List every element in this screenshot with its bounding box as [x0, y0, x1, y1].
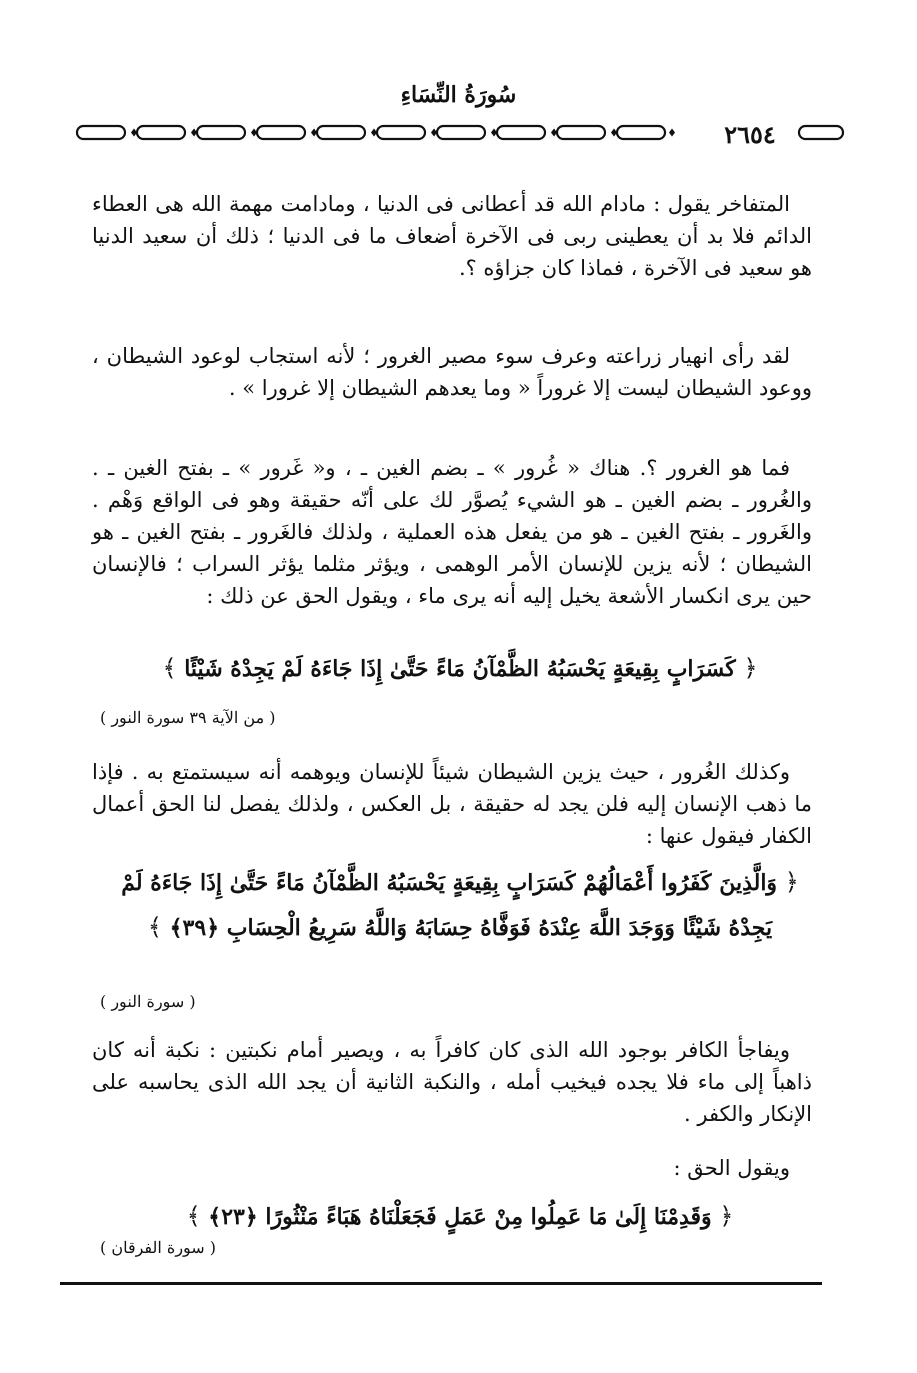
- verse-close-bracket: ﴾: [147, 913, 162, 941]
- paragraph-6: ويقول الحق :: [673, 1156, 790, 1180]
- quran-verse-1: [110, 648, 810, 689]
- paragraph-2: لقد رأى انهيار زراعته وعرف سوء مصير الغرور ؛ لأنه استجاب لوعود الشيطان ، ووعود الشيطان ليست إلا غروراً « وما يعدهم الشيطان إلا غرورا » .: [92, 344, 812, 400]
- verse-2-line-2: [110, 907, 810, 948]
- verse-open-bracket: ﴿: [719, 1202, 734, 1230]
- verse-3-text: وَقَدِمْنَا إِلَىٰ مَا عَمِلُوا مِنْ عَمَلٍ فَجَعَلْنَاهُ هَبَاءً مَنْثُورًا ﴿٢٣﴾: [208, 1204, 712, 1230]
- verse-2-line-1-text: وَالَّذِينَ كَفَرُوا أَعْمَالُهُمْ كَسَرَابٍ بِقِيعَةٍ يَحْسَبُهُ الظَّمْآنُ مَاءً حَتَّىٰ إِذَا جَاءَهُ لَمْ: [121, 870, 778, 896]
- paragraph-4: وكذلك الغُرور ، حيث يزين الشيطان شيئاً للإنسان ويوهمه أنه سيستمتع به . فإذا ما ذهب الإنسان إليه فلن يجد له حقيقة ، بل العكس ، ولذلك يفصل لنا الحق أعمال الكفار فيقول عنها :: [92, 760, 812, 848]
- verse-2-line-1: [110, 862, 810, 903]
- verse-1-reference: ( من الآية ٣٩ سورة النور ): [100, 708, 276, 727]
- verse-2-line-2-text: يَجِدْهُ شَيْئًا وَوَجَدَ اللَّهَ عِنْدَهُ فَوَفَّاهُ حِسَابَهُ وَاللَّهُ سَرِيعُ الْحِسَابِ ﴿٣٩﴾: [169, 915, 773, 941]
- verse-open-bracket: ﴿: [784, 868, 799, 896]
- verse-open-bracket: ﴿: [743, 654, 758, 682]
- verse-3-reference: ( سورة الفرقان ): [100, 1238, 217, 1257]
- verse-2-reference: ( سورة النور ): [100, 992, 196, 1011]
- quran-verse-2: [110, 862, 810, 948]
- paragraph-5: ويفاجأ الكافر بوجود الله الذى كان كافراً به ، ويصير أمام نكبتين : نكبة أنه كان ذاهباً إلى ماء فلا يجده فيخيب أمله ، والنكبة الثانية أن يجد الله الذى يحاسبه على الإنكار والكفر .: [92, 1038, 812, 1126]
- paragraph-3: فما هو الغرور ؟. هناك « غُرور » ـ بضم الغين ـ ، و« غَرور » ـ بفتح الغين ـ . والغُرور ـ بضم الغين ـ هو الشيء يُصوَّر لك على أنّه حقيقة وهو فى الواقع وَهْم . والغَرور ـ بفتح الغين ـ هو من يفعل هذه العملية ، ولذلك فالغَرور ـ بفتح الغين ـ هو الشيطان ؛ لأنه يزين للإنسان الأمر الوهمى ، ويؤثر مثلما يؤثر السراب ؛ فالإنسان حين يرى انكسار الأشعة يخيل إليه أنه يرى ماء ، ويقول الحق عن ذلك :: [92, 456, 812, 608]
- bottom-rule: [60, 1282, 822, 1285]
- verse-close-bracket: ﴾: [186, 1202, 201, 1230]
- quran-verse-3: [110, 1196, 810, 1237]
- page-number: ٢٦٥٤: [724, 120, 776, 149]
- paragraph-1: المتفاخر يقول : مادام الله قد أعطانى فى الدنيا ، ومادامت مهمة الله هى العطاء الدائم فلا بد أن يعطينى ربى فى الآخرة أضعاف ما فى الدنيا ؛ ذلك أن سعيد الدنيا هو سعيد فى الآخرة ، فماذا كان جزاؤه ؟.: [92, 192, 812, 280]
- verse-1-text: كَسَرَابٍ بِقِيعَةٍ يَحْسَبُهُ الظَّمْآنُ مَاءً حَتَّىٰ إِذَا جَاءَهُ لَمْ يَجِدْهُ شَيْئًا: [184, 656, 736, 682]
- verse-close-bracket: ﴾: [162, 654, 177, 682]
- surah-header-title: سُورَةُ النِّسَاءِ: [400, 82, 517, 108]
